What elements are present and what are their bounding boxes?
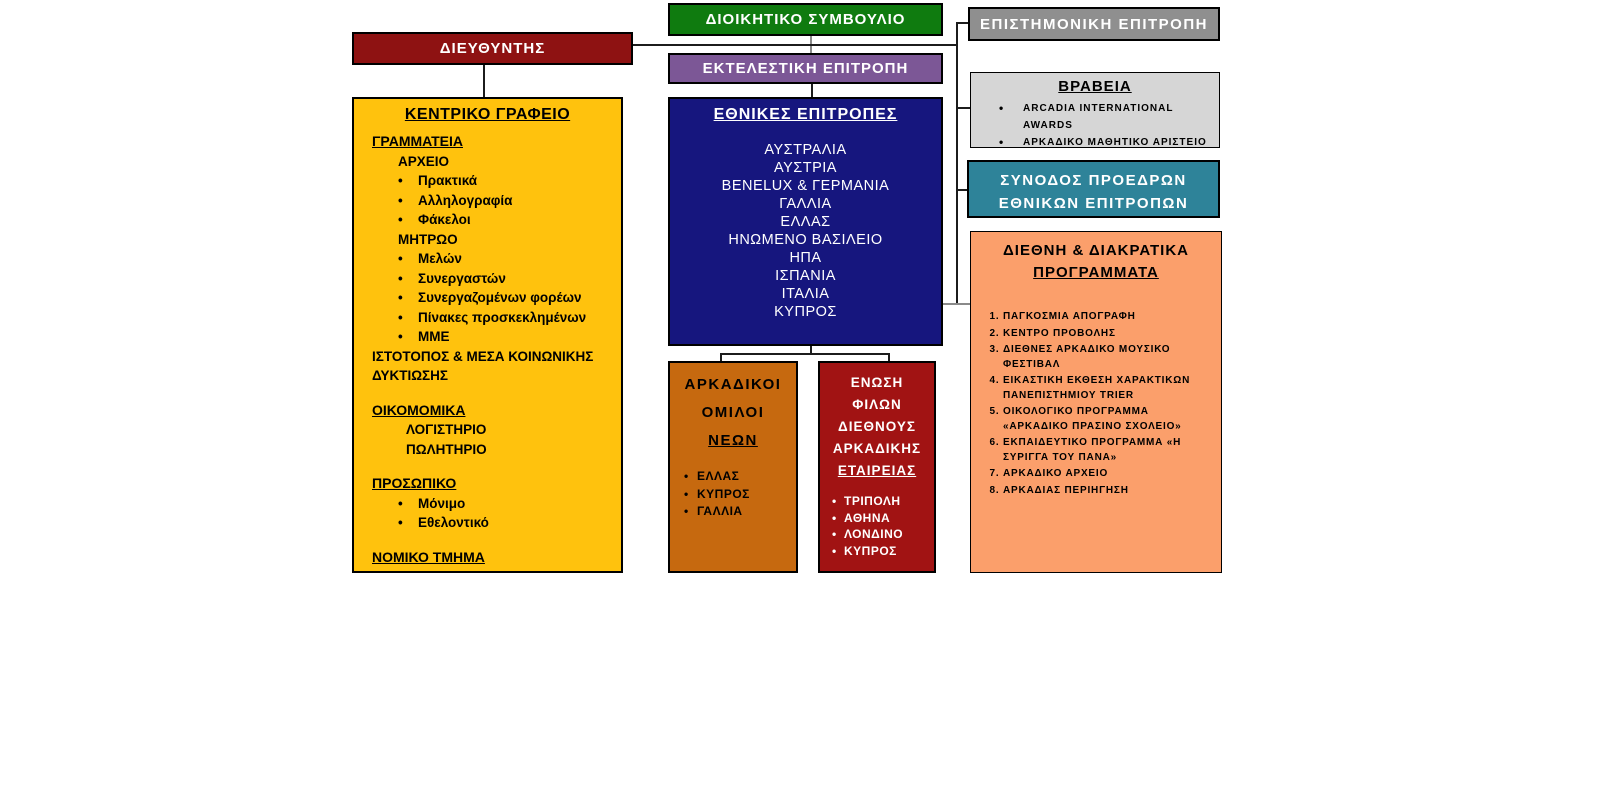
central-office-row: • ΜΜΕ (354, 327, 621, 347)
programs-list (971, 310, 1221, 498)
program-item: 7. ΑΡΚΑΔΙΚΟ ΑΡΧΕΙΟ (1003, 467, 1215, 482)
youth-club-item: • ΕΛΛΑΣ (670, 468, 796, 486)
friends-union-title-underlined: ΕΤΑΙΡΕΙΑΣ (837, 463, 917, 478)
country-item: ΓΑΛΛΙΑ (779, 196, 832, 212)
country-item: ΙΤΑΛΙΑ (781, 286, 830, 302)
connector-trunk-scientific (956, 22, 968, 24)
node-executive-committee-label: ΕΚΤΕΛΕΣΤΙΚΗ ΕΠΙΤΡΟΠΗ (702, 60, 909, 77)
node-scientific-committee-label: ΕΠΙΣΤΗΜΟΝΙΚΗ ΕΠΙΤΡΟΠΗ (979, 15, 1208, 33)
connector-executive-national (811, 84, 813, 97)
synod-title-line: ΣΥΝΟΔΟΣ ΠΡΟΕΔΡΩΝ (1000, 172, 1187, 189)
central-office-row (354, 386, 621, 401)
award-item: • ARCADIA INTERNATIONAL AWARDS (971, 100, 1219, 134)
central-office-row: • Εθελοντικό (354, 513, 621, 533)
node-scientific-committee (968, 7, 1220, 41)
program-item: 6. ΕΚΠΑΙΔΕΥΤΙΚΟ ΠΡΟΓΡΑΜΜΑ «Η ΣΥΡΙΓΓΑ ΤΟΥ ΠΑΝΑ» (1003, 436, 1215, 465)
node-awards (970, 72, 1220, 148)
youth-clubs-title-line: ΟΜΙΛΟΙ (701, 404, 765, 421)
country-item: ΕΛΛΑΣ (780, 214, 831, 230)
youth-club-item: • ΚΥΠΡΟΣ (670, 486, 796, 504)
connector-right-trunk (956, 23, 958, 304)
friends-union-title-line: ΑΡΚΑΔΙΚΗΣ (832, 441, 922, 456)
central-office-row: ΙΣΤΟΤΟΠΟΣ & ΜΕΣΑ ΚΟΙΝΩΝΙΚΗΣ ΔΥΚΤΙΩΣΗΣ (372, 348, 594, 383)
country-item: ΗΝΩΜΕΝΟ ΒΑΣΙΛΕΙΟ (728, 232, 883, 248)
connector-trunk-awards (956, 107, 970, 109)
friends-union-title-line: ΦΙΛΩΝ (852, 397, 902, 412)
node-board (668, 3, 943, 36)
youth-clubs-title-line: ΑΡΚΑΔΙΚΟΙ (684, 376, 782, 393)
program-item: 2. ΚΕΝΤΡΟ ΠΡΟΒΟΛΗΣ (1003, 327, 1215, 342)
central-office-row: • Μελών (354, 249, 621, 269)
awards-list (971, 100, 1219, 151)
central-office-row: ΠΡΟΣΩΠΙΚΟ (372, 475, 457, 491)
central-office-row: • Πρακτικά (354, 171, 621, 191)
node-director-label: ΔΙΕΥΘΥΝΤΗΣ (439, 40, 546, 57)
country-item: ΙΣΠΑΝΙΑ (775, 268, 836, 284)
country-item: ΚΥΠΡΟΣ (774, 304, 837, 320)
youth-clubs-title-underlined: ΝΕΩΝ (708, 432, 758, 449)
friends-union-item: • ΚΥΠΡΟΣ (820, 543, 934, 560)
central-office-row: ΟΙΚΟΜΟΜΙΚΑ (372, 401, 466, 418)
node-synod (967, 160, 1220, 218)
country-item: BENELUX & ΓΕΡΜΑΝΙΑ (721, 178, 890, 194)
synod-title (969, 162, 1218, 215)
node-board-label: ΔΙΟΙΚΗΤΙΚΟ ΣΥΜΒΟΥΛΙΟ (705, 11, 906, 28)
program-item: 8. ΑΡΚΑΔΙΑΣ ΠΕΡΙΗΓΗΣΗ (1003, 484, 1215, 499)
youth-club-item: • ΓΑΛΛΙΑ (670, 503, 796, 521)
youth-clubs-title (670, 371, 796, 427)
central-office-row: ΓΡΑΜΜΑΤΕΙΑ (372, 133, 463, 149)
friends-union-title-line: ΕΝΩΣΗ (850, 375, 904, 390)
program-item: 4. ΕΙΚΑΣΤΙΚΗ ΕΚΘΕΣΗ ΧΑΡΑΚΤΙΚΩΝ ΠΑΝΕΠΙΣΤΗΜΙΟΥ TRIER (1003, 374, 1215, 403)
country-item: ΑΥΣΤΡΑΛΙΑ (764, 142, 847, 158)
central-office-title: ΚΕΝΤΡΙΚΟ ΓΡΑΦΕΙΟ (404, 106, 571, 123)
programs-title-line1: ΔΙΕΘΝΗ & ΔΙΑΚΡΑΤΙΚΑ (1003, 242, 1189, 259)
central-office-row: • Συνεργαστών (354, 269, 621, 289)
country-item: ΑΥΣΤΡΙΑ (774, 160, 837, 176)
connector-director-right-trunk (633, 44, 957, 46)
friends-union-item: • ΑΘΗΝΑ (820, 510, 934, 527)
friends-union-title-line: ΔΙΕΘΝΟΥΣ (838, 419, 916, 434)
national-committees-title: ΕΘΝΙΚΕΣ ΕΠΙΤΡΟΠΕΣ (713, 106, 898, 123)
central-office-row: ΠΩΛΗΤΗΡΙΟ (406, 441, 487, 457)
program-item: 1. ΠΑΓΚΟΣΜΙΑ ΑΠΟΓΡΑΦΗ (1003, 310, 1215, 325)
central-office-row: • Συνεργαζομένων φορέων (354, 288, 621, 308)
node-executive-committee (668, 53, 943, 84)
central-office-rows (354, 132, 621, 567)
central-office-row: • Φάκελοι (354, 210, 621, 230)
synod-title-line: ΕΘΝΙΚΩΝ ΕΠΙΤΡΟΠΩΝ (998, 195, 1189, 212)
central-office-row: ΛΟΓΙΣΤΗΡΙΟ (406, 422, 487, 437)
youth-clubs-list (670, 468, 796, 521)
program-item: 5. ΟΙΚΟΛΟΓΙΚΟ ΠΡΟΓΡΑΜΜΑ «ΑΡΚΑΔΙΚΟ ΠΡΑΣΙΝΟ ΣΧΟΛΕΙΟ» (1003, 405, 1215, 434)
friends-union-item: • ΤΡΙΠΟΛΗ (820, 493, 934, 510)
central-office-row: ΜΗΤΡΩΟ (398, 231, 458, 247)
awards-title: ΒΡΑΒΕΙΑ (1058, 78, 1132, 95)
node-youth-clubs (668, 361, 798, 573)
central-office-row: • Πίνακες προσκεκλημένων (354, 308, 621, 328)
connector-trunk-synod (956, 189, 967, 191)
connector-split-horizontal (720, 353, 890, 355)
node-friends-union (818, 361, 936, 573)
node-director (352, 32, 633, 65)
central-office-row (354, 533, 621, 548)
country-item: ΗΠΑ (789, 250, 822, 266)
central-office-row: • Μόνιμο (354, 494, 621, 514)
program-item: 3. ΔΙΕΘΝΕΣ ΑΡΚΑΔΙΚΟ ΜΟΥΣΙΚΟ ΦΕΣΤΙΒΑΛ (1003, 343, 1215, 372)
friends-union-item: • ΛΟΝΔΙΝΟ (820, 526, 934, 543)
node-programs (970, 231, 1222, 573)
programs-title-line2: ΠΡΟΓΡΑΜΜΑΤΑ (1033, 264, 1159, 281)
connector-director-central (483, 65, 485, 97)
central-office-row (354, 459, 621, 474)
central-office-row: ΝΟΜΙΚΟ ΤΜΗΜΑ (372, 548, 485, 565)
node-central-office (352, 97, 623, 573)
central-office-row: ΑΡΧΕΙΟ (398, 153, 450, 169)
connector-national-programs (943, 303, 970, 305)
award-item: • ΑΡΚΑΔΙΚΟ ΜΑΘΗΤΙΚΟ ΑΡΙΣΤΕΙΟ (971, 134, 1219, 151)
node-national-committees (668, 97, 943, 346)
national-committees-list (670, 141, 941, 321)
friends-union-title (820, 372, 934, 460)
central-office-row: • Αλληλογραφία (354, 191, 621, 211)
friends-union-list (820, 493, 934, 559)
